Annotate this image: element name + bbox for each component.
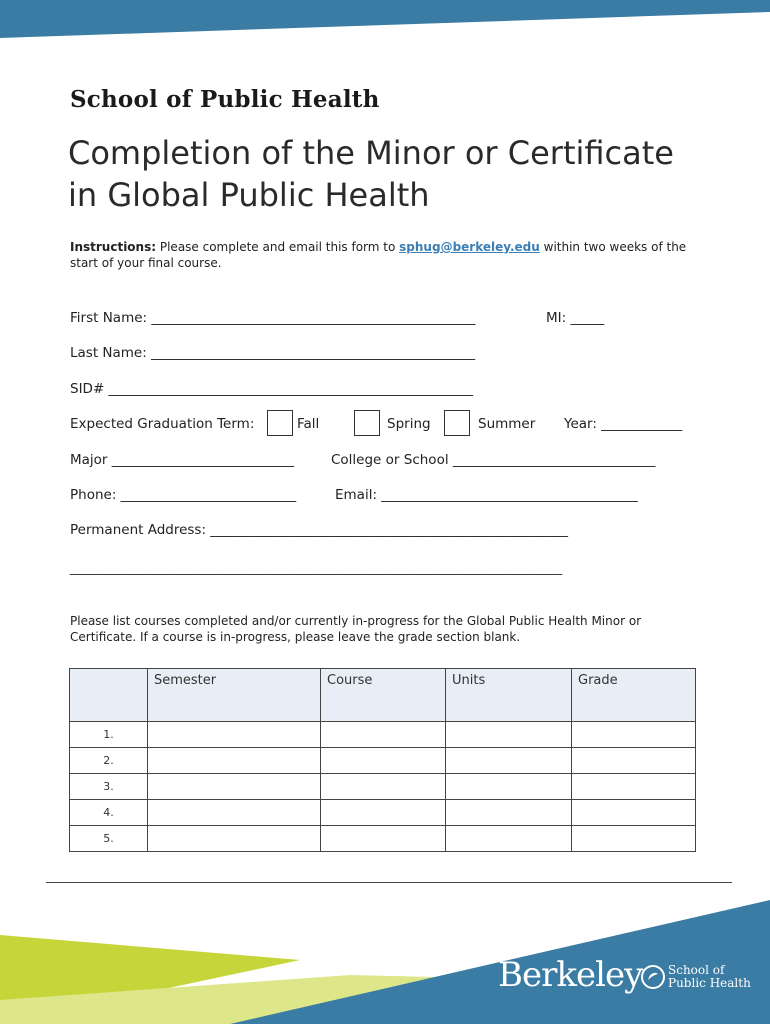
row-number: 4.: [70, 800, 148, 826]
course-cell[interactable]: [321, 800, 446, 826]
grade-cell[interactable]: [572, 748, 696, 774]
table-row: [70, 800, 696, 826]
units-cell[interactable]: [446, 774, 572, 800]
mi-field[interactable]: MI: _____: [546, 310, 605, 326]
email-field[interactable]: Email: ______________________________________: [335, 487, 638, 503]
title-line-2: in Global Public Health: [68, 176, 430, 214]
header-grade: Grade: [572, 669, 696, 722]
course-cell[interactable]: [321, 748, 446, 774]
courses-table: [69, 668, 696, 852]
header-semester: Semester: [148, 669, 321, 722]
course-cell[interactable]: [321, 774, 446, 800]
table-row: [70, 826, 696, 852]
header-units: Units: [446, 669, 572, 722]
spring-checkbox[interactable]: [354, 410, 380, 436]
fall-label: Fall: [297, 416, 320, 432]
spring-label: Spring: [387, 416, 431, 432]
major-field[interactable]: Major ___________________________: [70, 452, 295, 468]
sph-logo-line-2: Public Health: [668, 976, 751, 990]
row-number: 1.: [70, 722, 148, 748]
top-banner: [0, 0, 770, 38]
fall-checkbox[interactable]: [267, 410, 293, 436]
grade-cell[interactable]: [572, 722, 696, 748]
year-field[interactable]: Year: ____________: [564, 416, 683, 432]
units-cell[interactable]: [446, 722, 572, 748]
last-name-field[interactable]: Last Name: ________________________________________________: [70, 345, 476, 361]
footer-divider: [46, 882, 732, 883]
sph-logo-text: [668, 964, 751, 990]
summer-label: Summer: [478, 416, 536, 432]
address-field[interactable]: Permanent Address: _____________________________________________________: [70, 522, 569, 538]
college-field[interactable]: College or School ______________________________: [331, 452, 656, 468]
berkeley-logo: Berkeley: [498, 955, 643, 995]
sid-field[interactable]: SID# ______________________________________________________: [70, 381, 474, 397]
first-name-field[interactable]: First Name: ________________________________________________: [70, 310, 476, 326]
semester-cell[interactable]: [148, 748, 321, 774]
row-number: 5.: [70, 826, 148, 852]
phone-field[interactable]: Phone: __________________________: [70, 487, 297, 503]
instructions-text-after: within two weeks of the start of your final course.: [70, 240, 687, 270]
summer-checkbox[interactable]: [444, 410, 470, 436]
row-number: 3.: [70, 774, 148, 800]
grade-cell[interactable]: [572, 826, 696, 852]
semester-cell[interactable]: [148, 800, 321, 826]
semester-cell[interactable]: [148, 722, 321, 748]
table-row: [70, 774, 696, 800]
title-line-1: Completion of the Minor or Certificate: [68, 134, 674, 172]
units-cell[interactable]: [446, 748, 572, 774]
table-row: [70, 722, 696, 748]
instructions-text-before: Please complete and email this form to: [156, 240, 400, 254]
header-course: Course: [321, 669, 446, 722]
table-header-row: [70, 669, 696, 722]
instructions-label: Instructions:: [70, 240, 157, 254]
semester-cell[interactable]: [148, 774, 321, 800]
grade-cell[interactable]: [572, 774, 696, 800]
address-line-2[interactable]: __________________________________________________________________________________: [70, 561, 562, 575]
email-link[interactable]: sphug@berkeley.edu: [399, 240, 540, 254]
courses-note: Please list courses completed and/or currently in-progress for the Global Public Health Minor or Certificate. If a course is in-progress, please leave the grade section blank.: [70, 614, 642, 644]
header-number: [70, 669, 148, 722]
course-cell[interactable]: [321, 826, 446, 852]
school-name: School of Public Health: [70, 86, 380, 113]
instructions: [70, 239, 700, 271]
grade-cell[interactable]: [572, 800, 696, 826]
graduation-term-label: Expected Graduation Term:: [70, 416, 255, 432]
row-number: 2.: [70, 748, 148, 774]
units-cell[interactable]: [446, 826, 572, 852]
semester-cell[interactable]: [148, 826, 321, 852]
units-cell[interactable]: [446, 800, 572, 826]
course-cell[interactable]: [321, 722, 446, 748]
table-row: [70, 748, 696, 774]
sph-leaf-icon: [640, 964, 666, 990]
sph-logo-line-1: School of: [668, 963, 725, 977]
page-title: [68, 132, 674, 216]
